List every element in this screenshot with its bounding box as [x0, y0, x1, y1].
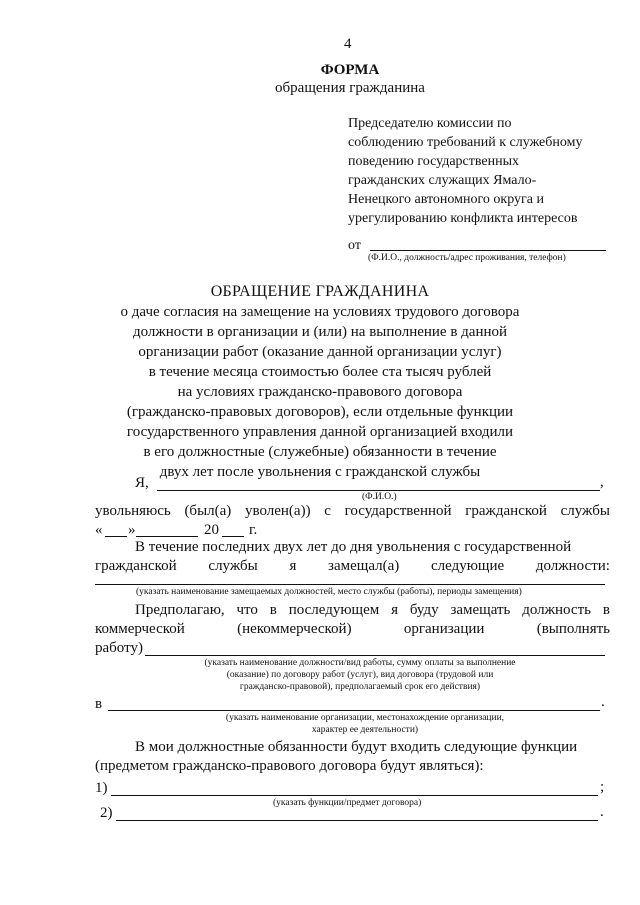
hint-line: гражданско-правовой), предполагаемый срок его действия): [239, 682, 481, 692]
title-line: организации работ (оказание данной организации услуг): [138, 344, 502, 360]
word: с: [324, 503, 331, 519]
title-line: (гражданско-правовых договоров), если отдельные функции: [126, 404, 514, 420]
date-close-quote: »: [128, 522, 136, 538]
word: службы: [208, 558, 258, 574]
item2-fill-line[interactable]: [116, 820, 598, 821]
form-heading: ФОРМА: [320, 62, 380, 78]
word: службы: [560, 503, 610, 519]
page-number: 4: [344, 36, 352, 52]
word: должность: [522, 602, 591, 618]
document-title: ОБРАЩЕНИЕ ГРАЖДАНИНА: [210, 283, 430, 300]
work-hint: [150, 657, 570, 693]
fio-hint: (Ф.И.О.): [362, 492, 397, 502]
fio-fill-line[interactable]: [157, 490, 600, 491]
title-line: государственного управления данной организацией входили: [126, 424, 514, 440]
hint-line: (указать наименование организации, местонахождение организации,: [225, 713, 505, 723]
from-label: от: [348, 238, 361, 253]
hint-line: (оказание) по договору работ (услуг), вид договора (трудовой или: [226, 670, 494, 680]
item2-label: 2): [100, 805, 113, 821]
word: следующие: [430, 558, 505, 574]
word: организации: [403, 621, 485, 637]
word: что: [236, 602, 258, 618]
word: (был(а): [184, 503, 232, 519]
title-line: должности в организации и (или) на выполнение в данной: [132, 324, 508, 340]
dismissal-line: [95, 503, 610, 520]
from-fill-line[interactable]: [370, 250, 606, 251]
organization-hint: [150, 712, 580, 736]
item1-end: ;: [600, 779, 605, 795]
word: последующем: [288, 602, 380, 618]
i-comma: ,: [600, 474, 604, 490]
item1-hint: (указать функции/предмет договора): [273, 798, 422, 808]
word: я: [289, 558, 297, 574]
word: должности:: [535, 558, 610, 574]
word: гражданской: [95, 558, 177, 574]
word: замещать: [450, 602, 511, 618]
date-month-field[interactable]: [136, 536, 198, 537]
title-line: на условиях гражданско-правового договора: [177, 384, 463, 400]
hint-line: (указать наименование должности/вид работы, сумму оплаты за выполнение: [204, 658, 516, 668]
title-line: в его должностные (служебные) обязанности в течение: [143, 444, 497, 460]
title-description: [100, 302, 540, 482]
word: я: [391, 602, 398, 618]
p1-line2: [95, 558, 610, 575]
word: (некоммерческой): [237, 621, 352, 637]
title-line: двух лет после увольнения с гражданской службы: [159, 464, 481, 480]
form-subheading: обращения гражданина: [275, 80, 425, 96]
word: коммерческой: [95, 621, 185, 637]
date-suffix: г.: [249, 522, 258, 538]
date-year-field[interactable]: [222, 536, 244, 537]
title-line: о даче согласия на замещение на условиях трудового договора: [120, 304, 520, 320]
positions-fill-line[interactable]: [95, 584, 605, 585]
item2-end: .: [600, 804, 604, 820]
title-line: в течение месяца стоимостью более ста тысяч рублей: [148, 364, 492, 380]
item1-fill-line[interactable]: [111, 795, 598, 796]
in-dot: .: [601, 694, 605, 710]
p3-line1: В мои должностные обязанности будут входить следующие функции: [135, 739, 578, 755]
word: уволен(а)): [244, 503, 311, 519]
in-label: в: [95, 696, 103, 712]
date-day-field[interactable]: [105, 536, 127, 537]
word: в: [269, 602, 277, 618]
addressee-line: Ненецкого автономного округа и: [348, 192, 544, 207]
word: Предполагаю,: [135, 602, 225, 618]
addressee-line: урегулированию конфликта интересов: [348, 211, 578, 226]
word: государственной: [344, 503, 452, 519]
addressee-line: поведению государственных: [348, 154, 520, 169]
addressee-line: Председателю комиссии по: [348, 116, 512, 131]
organization-fill-line[interactable]: [108, 710, 600, 711]
positions-hint: (указать наименование замещаемых должностей, место службы (работы), периоды замещения): [136, 587, 522, 597]
addressee-line: гражданских служащих Ямало-: [348, 173, 537, 188]
p1-line1: В течение последних двух лет до дня увольнения с государственной: [135, 539, 572, 555]
p2-work-label: работу): [95, 640, 143, 656]
date-open-quote: «: [95, 522, 103, 538]
word: в: [602, 602, 610, 618]
word: замещал(а): [328, 558, 400, 574]
addressee-block: [348, 114, 618, 228]
from-hint: (Ф.И.О., должность/адрес проживания, телефон): [368, 253, 566, 263]
work-fill-line[interactable]: [145, 655, 605, 656]
p2-line1: [135, 602, 610, 619]
i-label: Я,: [135, 475, 149, 491]
p3-line2: (предметом гражданско-правового договора будут являться):: [95, 758, 484, 774]
date-year-prefix: 20: [204, 522, 219, 538]
addressee-line: соблюдению требований к служебному: [348, 135, 583, 150]
word: увольняюсь: [95, 503, 171, 519]
word: гражданской: [465, 503, 547, 519]
hint-line: характер ее деятельности): [311, 725, 419, 735]
p2-line2: [95, 621, 610, 638]
item1-label: 1): [95, 780, 108, 796]
word: (выполнять: [536, 621, 610, 637]
word: буду: [409, 602, 439, 618]
